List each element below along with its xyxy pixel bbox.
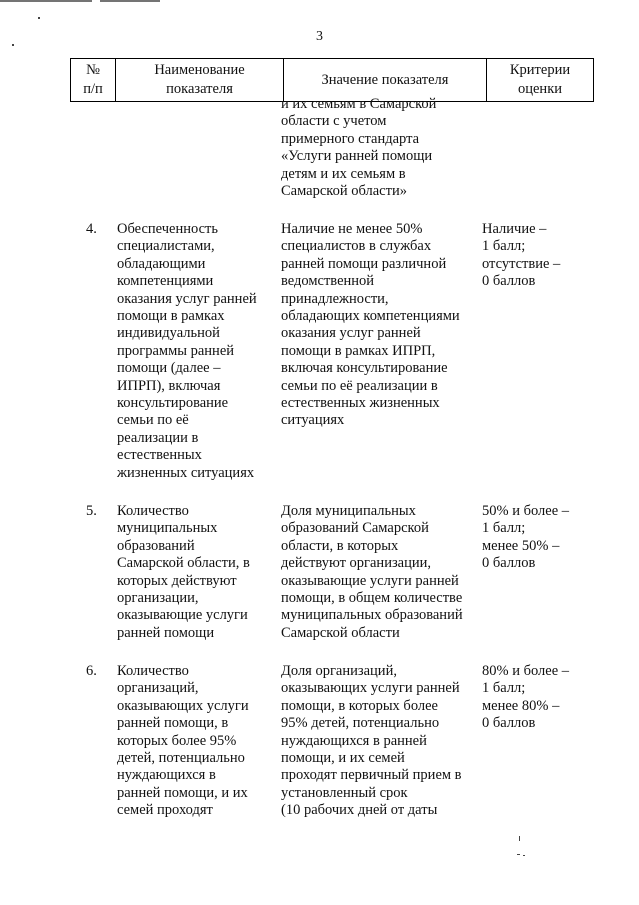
continuation-value: и их семьям в Самарской области с учетом примерного стандарта «Услуги ранней помощи детям и их семьям в Самарской области» — [281, 96, 437, 200]
row-indicator-value: Доля муниципальных образований Самарской области, в которых действуют организации, оказывающие услуги ранней помощи, в общем количестве муниципальных образований Самарской области — [281, 503, 463, 641]
header-value-label: Значение показателя — [321, 71, 449, 88]
row-criteria: 50% и более – 1 балл; менее 50% – 0 баллов — [482, 503, 570, 572]
page-number: 3 — [316, 29, 323, 44]
row-indicator-value: Наличие не менее 50% специалистов в службах ранней помощи различной ведомственной принадлежности, обладающих компетенциями оказания услуг ранней помощи в рамках ИПРП, включая консультирование семьи по её реализации в естественных жизненных ситуациях — [281, 221, 460, 429]
row-criteria: 80% и более – 1 балл; менее 80% – 0 баллов — [482, 663, 570, 732]
header-criteria-label: Критерии оценки — [509, 62, 571, 97]
row-criteria: Наличие – 1 балл; отсутствие – 0 баллов — [482, 221, 561, 290]
header-name — [116, 59, 284, 102]
scan-speck — [523, 855, 525, 856]
header-criteria — [487, 59, 594, 102]
row-indicator-name: Количество муниципальных образований Самарской области, в которых действуют организации, оказывающие услуги ранней помощи — [117, 503, 250, 641]
row-number: 6. — [86, 663, 97, 679]
header-name-label: Наименование показателя — [154, 62, 245, 97]
row-indicator-name: Обеспеченность специалистами, обладающими компетенциями оказания услуг ранней помощи в рамках индивидуальной программы ранней помощи (далее – ИПРП), включая консультирование семьи по её реализации в естественных жизненных ситуациях — [117, 221, 257, 481]
row-indicator-value: Доля организаций, оказывающих услуги ранней помощи, в которых более 95% детей, потенциально нуждающихся в ранней помощи, и их семей проходят первичный прием в установленный срок (10 рабочих дней от даты — [281, 663, 462, 819]
scan-speck — [517, 854, 520, 855]
scan-speck — [519, 836, 520, 841]
scan-speck — [38, 17, 40, 19]
header-number — [71, 59, 116, 102]
row-number: 5. — [86, 503, 97, 519]
row-indicator-name: Количество организаций, оказывающих услуги ранней помощи, в которых более 95% детей, потенциально нуждающихся в ранней помощи, и их семей проходят — [117, 663, 249, 819]
row-number: 4. — [86, 221, 97, 237]
header-number-label: № п/п — [83, 62, 103, 97]
scan-edge-strokes — [0, 0, 639, 20]
